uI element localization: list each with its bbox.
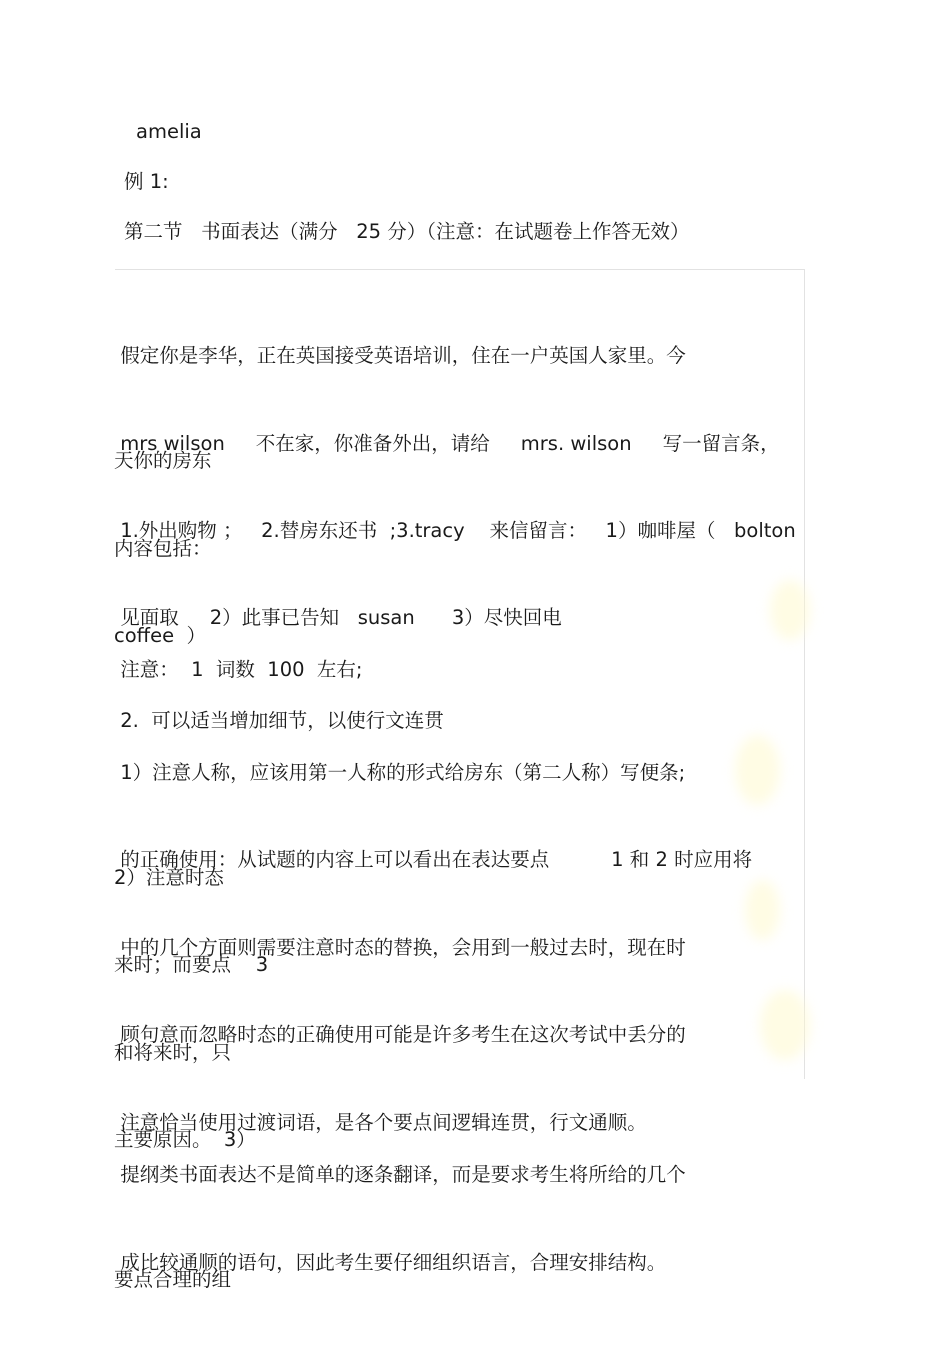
example-label: 例 1: — [124, 170, 169, 193]
paragraph-line: 和将来时，只 — [114, 1041, 232, 1064]
paragraph-line: 天你的房东 — [114, 449, 212, 472]
paragraph-line: 顾句意而忽略时态的正确使用可能是许多考生在这次考试中丢分的 — [114, 1023, 686, 1046]
paragraph-line: 见面取 2）此事已告知 susan 3）尽快回电 — [114, 606, 562, 629]
paper-stain — [760, 990, 810, 1060]
paragraph-line: 提纲类书面表达不是简单的逐条翻译，而是要求考生将所给的几个 — [114, 1163, 686, 1186]
paragraph-line: 成比较通顺的语句，因此考生要仔细组织语言，合理安排结构。 — [114, 1251, 667, 1274]
paragraph-line: coffee ） — [114, 624, 206, 647]
paragraph-line: 的正确使用：从试题的内容上可以看出在表达要点 1 和 2 时应用将 — [114, 848, 753, 871]
paragraph-line: 2）注意时态 — [114, 866, 224, 889]
paragraph-line: 来时；而要点 3 — [114, 953, 269, 976]
author-line: amelia — [136, 120, 202, 143]
paragraph-line: 主要原因。 3） — [114, 1128, 256, 1151]
paragraph-line: 注意： 1 词数 100 左右; — [114, 658, 363, 681]
paragraph-line: 2. 可以适当增加细节，以使行文连贯 — [114, 709, 444, 732]
paragraph-line: mrs wilson 不在家，你准备外出，请给 mrs. wilson 写一留言条， — [114, 432, 780, 455]
frame-right-border — [804, 269, 805, 1079]
paragraph-line: 内容包括： — [114, 537, 212, 560]
paragraph-line: 1.外出购物 ； 2.替房东还书 ;3.tracy 来信留言： 1）咖啡屋（ bolton — [114, 519, 796, 542]
paragraph-line: 要点合理的组 — [114, 1268, 232, 1291]
paragraph-line: 中的几个方面则需要注意时态的替换，会用到一般过去时，现在时 — [114, 936, 686, 959]
paragraph-line: 注意恰当使用过渡词语，是各个要点间逻辑连贯，行文通顺。 — [114, 1111, 647, 1134]
paragraph — [114, 1175, 666, 1350]
paragraph-line: 假定你是李华，正在英国接受英语培训，住在一户英国人家里。今 — [114, 344, 686, 367]
paragraph-line: 1）注意人称，应该用第一人称的形式给房东（第二人称）写便条; — [114, 761, 686, 784]
section-heading: 第二节 书面表达（满分 25 分）（注意：在试题卷上作答无效） — [124, 220, 690, 243]
